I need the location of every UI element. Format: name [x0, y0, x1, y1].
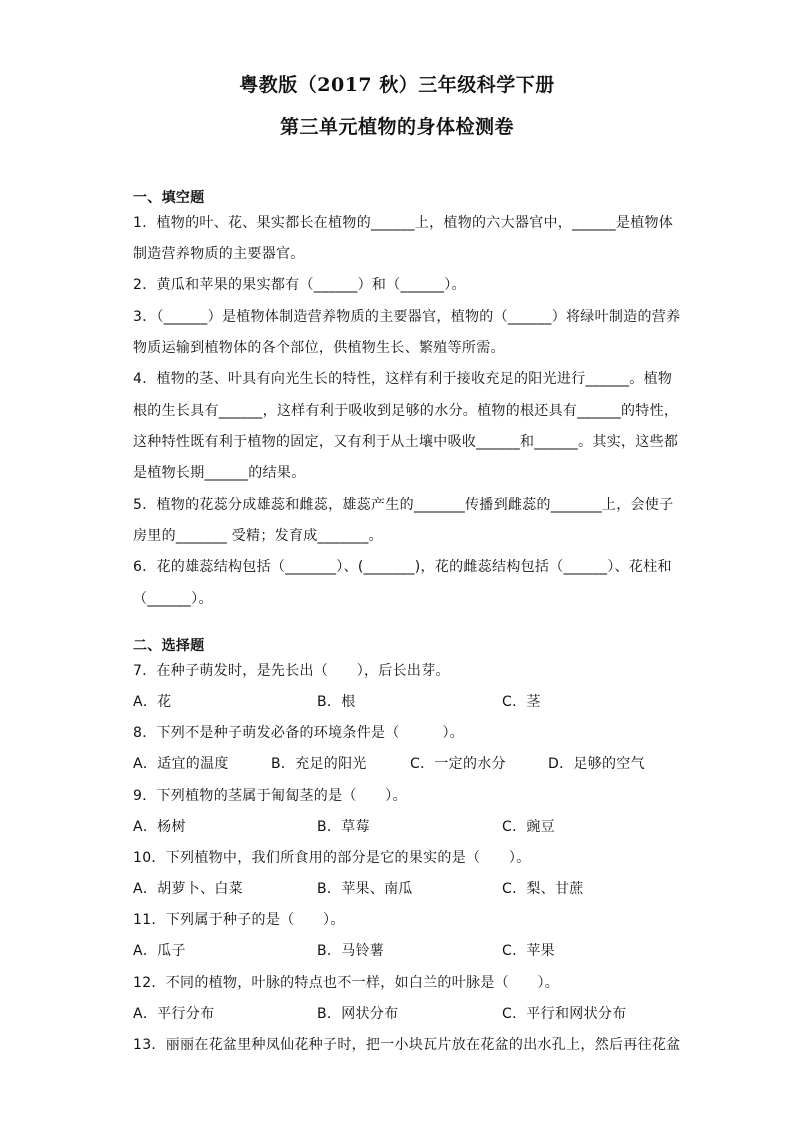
question-line: （______）。 — [133, 591, 213, 607]
question-line: 4．植物的茎、叶具有向光生长的特性，这样有利于接收充足的阳光进行______。植物 — [133, 371, 673, 387]
question-stem-11: 11．下列属于种子的是（ ）。 — [133, 912, 345, 928]
question-stem-13: 13．丽丽在花盆里种凤仙花种子时，把一小块瓦片放在花盆的出水孔上，然后再往花盆 — [133, 1037, 681, 1053]
question-stem-10: 10．下列植物中，我们所食用的部分是它的果实的是（ ）。 — [133, 850, 531, 866]
option-a: A．瓜子 — [133, 943, 186, 959]
option-c: C．一定的水分 — [410, 756, 506, 772]
option-c: C．豌豆 — [502, 819, 555, 835]
exam-title: 粤教版（2017 秋）三年级科学下册 — [239, 74, 555, 96]
question-line: 1．植物的叶、花、果实都长在植物的______上，植物的六大器官中，______是植物体 — [133, 215, 674, 231]
option-a: A．适宜的温度 — [133, 756, 229, 772]
option-c: C．茎 — [502, 694, 541, 710]
option-b: B．马铃薯 — [317, 943, 385, 959]
option-c: C．平行和网状分布 — [502, 1006, 627, 1022]
option-b: B．草莓 — [317, 819, 370, 835]
question-line: 根的生长具有______，这样有利于吸收到足够的水分。植物的根还具有______的特性， — [133, 403, 679, 419]
question-line: 5．植物的花蕊分成雄蕊和雌蕊，雄蕊产生的_______传播到雌蕊的_______上，会使子 — [133, 497, 674, 513]
question-line: 6．花的雄蕊结构包括（_______）、(_______)，花的雌蕊结构包括（______）、花柱和 — [133, 559, 672, 575]
option-a: A．平行分布 — [133, 1006, 215, 1022]
question-stem-8: 8．下列不是种子萌发必备的环境条件是（ ）。 — [133, 725, 465, 741]
exam-subtitle: 第三单元植物的身体检测卷 — [279, 116, 514, 138]
option-c: C．梨、甘蔗 — [502, 881, 584, 897]
option-a: A．胡萝卜、白菜 — [133, 881, 243, 897]
question-stem-12: 12．不同的植物，叶脉的特点也不一样，如白兰的叶脉是（ ）。 — [133, 975, 560, 991]
question-line: 房里的_______ 受精；发育成_______。 — [133, 528, 383, 544]
option-b: B．根 — [317, 694, 356, 710]
option-b: B．充足的阳光 — [271, 756, 367, 772]
question-line: 这种特性既有利于植物的固定，又有利于从土壤中吸收______和______。其实，这些都 — [133, 434, 679, 450]
question-stem-9: 9．下列植物的茎属于匍匐茎的是（ ）。 — [133, 788, 407, 804]
option-d: D．足够的空气 — [548, 756, 645, 772]
question-line: 3．（______）是植物体制造营养物质的主要器官，植物的（______）将绿叶制造的营养 — [133, 309, 681, 325]
question-line: 制造营养物质的主要器官。 — [133, 246, 305, 262]
question-line: 2．黄瓜和苹果的果实都有（______）和（______）。 — [133, 277, 466, 293]
option-c: C．苹果 — [502, 943, 555, 959]
question-line: 是植物长期______的结果。 — [133, 465, 306, 481]
option-a: A．杨树 — [133, 819, 186, 835]
section-heading-fill-blank: 一、填空题 — [133, 190, 205, 206]
question-line: 物质运输到植物体的各个部位，供植物生长、繁殖等所需。 — [133, 340, 505, 356]
option-b: B．苹果、南瓜 — [317, 881, 413, 897]
question-stem-7: 7．在种子萌发时，是先长出（ ），后长出芽。 — [133, 663, 450, 679]
option-b: B．网状分布 — [317, 1006, 399, 1022]
section-heading-choice: 二、选择题 — [133, 638, 205, 654]
option-a: A．花 — [133, 694, 172, 710]
